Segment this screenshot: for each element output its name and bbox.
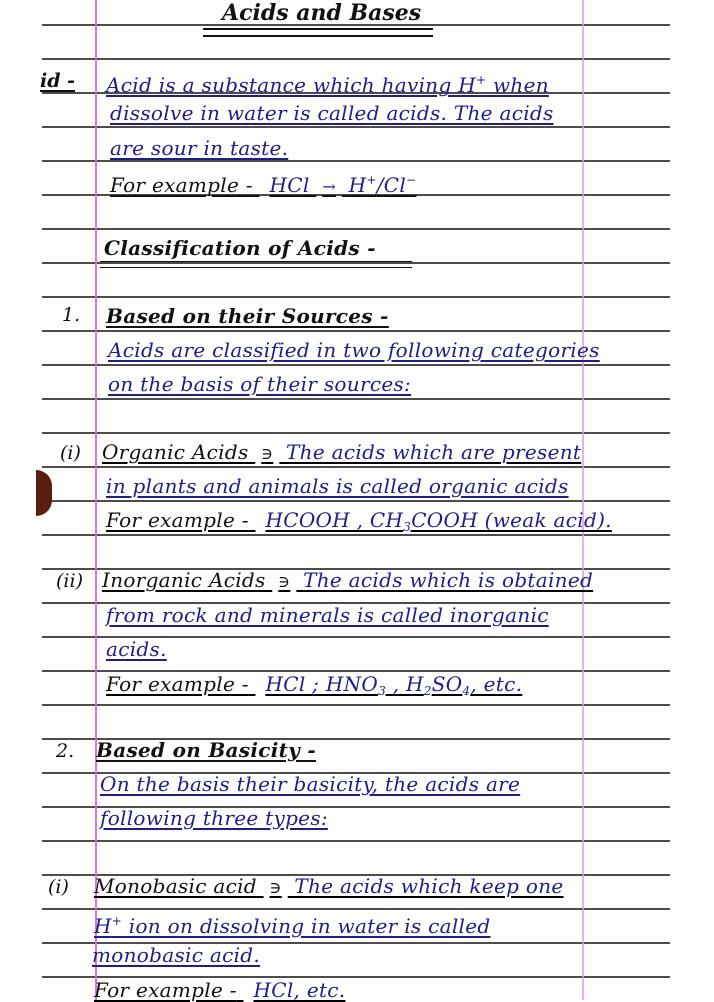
section-1-intro-2: on the basis of their sources: [108, 372, 412, 396]
section-1-heading: Based on their Sources - [106, 304, 389, 328]
section-2-intro-2: following three types: [100, 806, 328, 830]
inorganic-acids-line-2: from rock and minerals is called inorganic [106, 603, 549, 627]
ruled-line [42, 126, 670, 128]
ruled-line [42, 58, 670, 60]
inorganic-acids-line-3: acids. [106, 637, 167, 661]
organic-acids-line-1: Organic Acids ∋ The acids which are present [102, 440, 582, 464]
organic-acids-line-2: in plants and animals is called organic acids [106, 474, 569, 498]
ruled-line [42, 398, 670, 400]
section-2-intro-1: On the basis their basicity, the acids are [100, 772, 521, 796]
ruled-line [42, 296, 670, 298]
section-2-number: 2. [56, 740, 75, 762]
section-1-number: 1. [62, 304, 81, 326]
hole-punch [36, 470, 52, 516]
ruled-line [42, 500, 670, 502]
definition-line-2: dissolve in water is called acids. The acids [110, 101, 554, 125]
item-marker: (ii) [56, 570, 83, 592]
definition-label: id - [40, 70, 76, 92]
ruled-line [42, 840, 670, 842]
monobasic-line-2: H+ ion on dissolving in water is called [94, 914, 491, 938]
monobasic-line-1: Monobasic acid ∋ The acids which keep one [94, 874, 564, 898]
ruled-line [42, 432, 670, 434]
monobasic-example: For example - HCl, etc. [94, 978, 346, 1002]
ruled-line [42, 364, 670, 366]
ruled-line [42, 330, 670, 332]
ruled-line [42, 160, 670, 162]
section-2-heading: Based on Basicity - [96, 738, 316, 762]
ruled-line [42, 704, 670, 706]
right-margin-line [582, 0, 584, 1000]
ruled-line [42, 228, 670, 230]
inorganic-acids-line-1: Inorganic Acids ∋ The acids which is obtained [102, 568, 594, 592]
left-margin-line [95, 0, 97, 1000]
definition-line-3: are sour in taste. [110, 136, 289, 160]
item-marker: (i) [60, 442, 81, 464]
monobasic-line-3: monobasic acid. [92, 943, 261, 967]
definition-line-1: Acid is a substance which having H+ when [106, 73, 549, 97]
classification-heading: Classification of Acids - [104, 236, 376, 260]
title-underline [203, 28, 433, 37]
page-title: Acids and Bases [222, 0, 422, 26]
section-1-intro-1: Acids are classified in two following categories [108, 338, 600, 362]
inorganic-acids-example: For example - HCl ; $HNO_3$ , $H_2SO_4$, etc. [106, 672, 523, 698]
ruled-line [42, 466, 670, 468]
organic-acids-example: For example - HCOOH , $CH_3COOH$ (weak acid). [106, 508, 612, 534]
item-marker: (i) [48, 876, 69, 898]
classification-underline [100, 261, 412, 268]
definition-example: For example - HCl → H+/Cl− [110, 173, 417, 197]
